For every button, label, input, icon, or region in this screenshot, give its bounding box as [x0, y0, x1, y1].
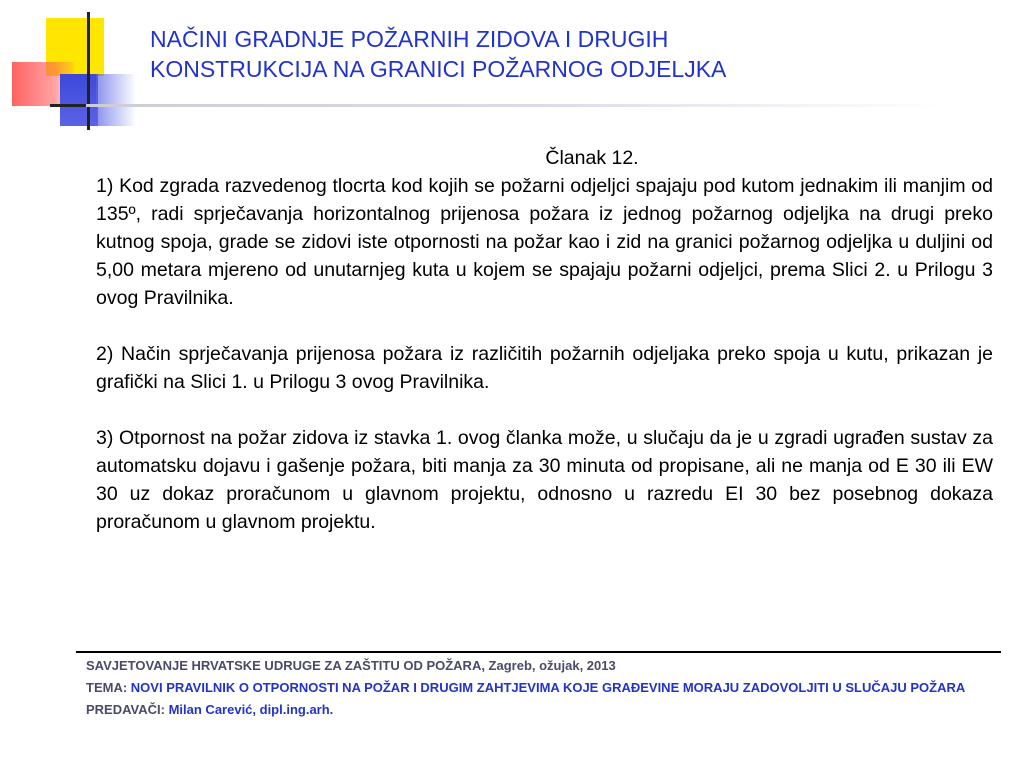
footer-divider: [76, 651, 1001, 653]
article-paragraph-1: 1) Kod zgrada razvedenog tlocrta kod kojih se požarni odjeljci spajaju pod kutom jednakim ili manjim od 135º, radi sprječavanja horizontalnog prijenosa požara iz jednog požarnog odjeljka na drugi preko kutnog spoja, grade se zidovi iste otpornosti na požar kao i zid na granici požarnog odjeljka u duljini od 5,00 metara mjereno od unutarnjeg kuta u kojem se spajaju požarni odjeljci, prema Slici 2. u Prilogu 3 ovog Pravilnika.: [96, 175, 993, 309]
footer-topic-row: [86, 679, 986, 697]
footer-lecturer-row: [86, 701, 986, 719]
title-underline: [86, 104, 946, 107]
template-logo-graphic: [0, 0, 150, 140]
logo-blue-square: [60, 74, 98, 126]
footer-event: SAVJETOVANJE HRVATSKE UDRUGE ZA ZAŠTITU OD POŽARA, Zagreb, ožujak, 2013: [86, 658, 616, 673]
slide-title-line-1: NAČINI GRADNJE POŽARNIH ZIDOVA I DRUGIH: [150, 26, 669, 52]
logo-blue-fade: [96, 74, 136, 126]
article-body: [96, 144, 993, 536]
article-paragraph-3: 3) Otpornost na požar zidova iz stavka 1. ovog članka može, u slučaju da je u zgradi ugrađen sustav za automatsku dojavu i gašenje požara, biti manja za 30 minuta od propisane, ali ne manja od E 30 ili EW 30 uz dokaz proračunom u glavnom projektu, odnosno u razredu EI 30 bez posebnog dokaza proračunom u glavnom projektu.: [96, 427, 993, 533]
article-heading: Članak 12.: [545, 147, 639, 169]
article-paragraph-2: 2) Način sprječavanja prijenosa požara iz različitih požarnih odjeljaka preko spoja u kutu, prikazan je grafički na Slici 1. u Prilogu 3 ovog Pravilnika.: [96, 343, 993, 393]
slide-title-line-2: KONSTRUKCIJA NA GRANICI POŽARNOG ODJELJKA: [150, 56, 727, 82]
footer-topic-label: TEMA:: [86, 680, 128, 695]
footer-lecturer-label: PREDAVAČI:: [86, 702, 165, 717]
logo-vertical-line: [87, 12, 90, 130]
footer-topic: NOVI PRAVILNIK O OTPORNOSTI NA POŽAR I DRUGIM ZAHTJEVIMA KOJE GRAĐEVINE MORAJU ZADOVOLJITI U SLUČAJU POŽARA: [130, 680, 966, 695]
footer-lecturer: Milan Carević, dipl.ing.arh.: [168, 702, 334, 717]
slide-title: [150, 24, 990, 84]
slide-footer: [86, 657, 986, 723]
